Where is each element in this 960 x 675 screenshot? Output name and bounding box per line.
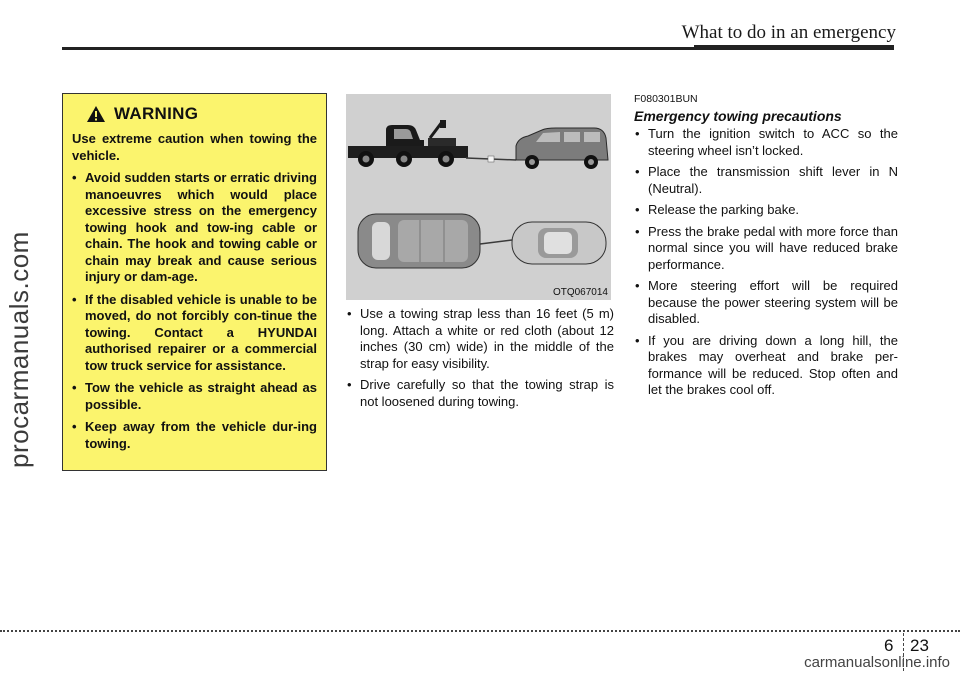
page-number: 23 xyxy=(910,636,929,655)
towed-van-side-view xyxy=(516,128,608,169)
car-top-view xyxy=(512,222,606,264)
towing-diagram xyxy=(346,94,611,300)
warning-item: • If the disabled vehicle is unable to be moved, do not forcibly con-tinue the towing. Contact a HYUNDAI authorised repairer or a commercial tow truck service for assistance. xyxy=(72,292,317,375)
footer-rule xyxy=(0,630,960,632)
chapter-number: 6 xyxy=(884,636,894,655)
warning-intro: Use extreme caution when towing the vehicle. xyxy=(72,131,317,163)
list-item: • More steering effort will be required because the power steering system will be disabled. xyxy=(634,278,898,328)
warning-box xyxy=(62,93,327,471)
header-rule xyxy=(62,47,894,50)
list-item: • Place the transmission shift lever in N (Neutral). xyxy=(634,164,898,197)
towing-strap-list xyxy=(346,306,614,415)
precautions-list xyxy=(634,126,898,404)
warning-triangle-icon xyxy=(86,105,106,123)
list-item: • Release the parking bake. xyxy=(634,202,898,219)
warning-item: • Avoid sudden starts or erratic driving manoeuvres which would place excessive stress on the emergency towing hook and tow-ing cable or chain. The hook and towing cable or chain may break and cause serious injury or dam-age. xyxy=(72,170,317,286)
list-item: • Use a towing strap less than 16 feet (5 m) long. Attach a white or red cloth (about 12 inches (30 cm) wide) in the middle of the strap for easy visibility. xyxy=(346,306,614,372)
section-title: Emergency towing precautions xyxy=(634,108,842,124)
footer-watermark: carmanualsonline.info xyxy=(804,654,950,671)
towing-illustration xyxy=(346,94,611,300)
warning-heading-text: WARNING xyxy=(114,104,199,123)
warning-item: • Tow the vehicle as straight ahead as possible. xyxy=(72,380,317,413)
warning-item: • Keep away from the vehicle dur-ing towing. xyxy=(72,419,317,452)
list-item: • Press the brake pedal with more force than normal since you will have reduced brake performance. xyxy=(634,224,898,274)
side-watermark: procarmanuals.com xyxy=(4,231,34,469)
van-top-view xyxy=(358,214,480,268)
page-header-title: What to do in an emergency xyxy=(681,22,896,43)
warning-heading xyxy=(86,104,317,124)
warning-list xyxy=(72,170,317,452)
list-item: • If you are driving down a long hill, the brakes may overheat and brake per-formance will be reduced. Stop often and let the brakes cool off. xyxy=(634,333,898,399)
strap-cloth-marker xyxy=(488,156,494,162)
figure-code: OTQ067014 xyxy=(552,287,608,298)
list-item: • Turn the ignition switch to ACC so the steering wheel isn’t locked. xyxy=(634,126,898,159)
section-code: F080301BUN xyxy=(634,93,698,105)
tow-strap-top xyxy=(480,240,512,244)
tow-truck-side-view xyxy=(348,120,468,167)
list-item: • Drive carefully so that the towing strap is not loosened during towing. xyxy=(346,377,614,410)
